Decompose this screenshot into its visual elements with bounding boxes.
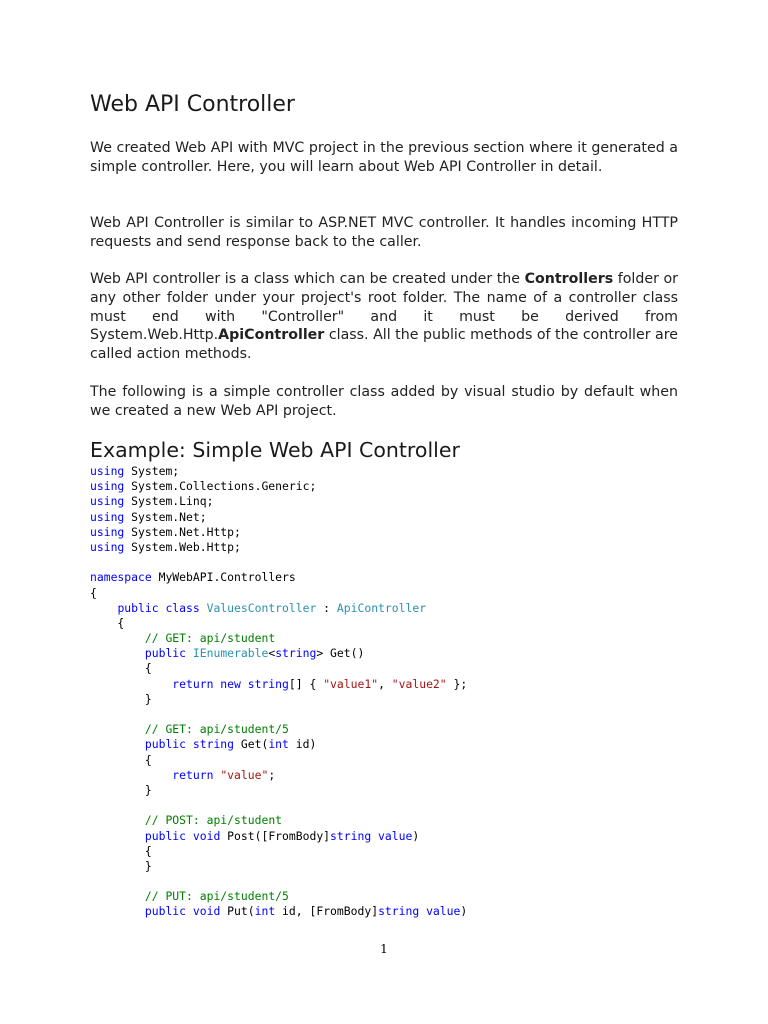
code-line [90, 570, 467, 585]
code-token [90, 813, 145, 827]
code-token: ValuesController [206, 600, 317, 615]
intro-paragraph: We created Web API with MVC project in the previous section where it generated a simple controller. Here, you will learn about Web API Controller in detail. [90, 140, 678, 175]
code-token: IEnumerable [192, 646, 269, 661]
code-token: // GET: api/student [144, 631, 276, 646]
code-token: namespace [90, 570, 152, 585]
code-token [90, 601, 117, 615]
code-token: { [90, 752, 152, 767]
code-token: using [90, 524, 125, 539]
code-token: System.Net.Http; [124, 524, 241, 539]
code-line [90, 525, 467, 540]
code-line [90, 859, 467, 874]
code-token: { [90, 843, 152, 858]
code-token: "value" [220, 767, 269, 782]
code-token: ; [268, 767, 276, 782]
page-number: 1 [380, 942, 388, 956]
code-token: } [90, 691, 152, 706]
code-token: System; [124, 464, 180, 478]
code-block [90, 464, 467, 920]
code-token: Post([FromBody] [220, 828, 331, 843]
code-token: ) [460, 904, 468, 919]
code-line [90, 540, 467, 555]
apicontroller-bold: ApiController [218, 327, 325, 344]
code-token [90, 829, 145, 843]
code-token: System.Collections.Generic; [124, 479, 317, 494]
code-line [90, 631, 467, 646]
code-token: System.Web.Http; [124, 539, 241, 554]
code-token: "value1" [323, 676, 379, 691]
code-token: public class [117, 600, 200, 615]
code-token: ApiController [336, 600, 427, 615]
code-line [90, 692, 467, 707]
code-token: } [90, 858, 152, 873]
code-line [90, 616, 467, 631]
code-token: public void [144, 828, 221, 843]
code-token: Get( [234, 737, 269, 752]
code-line [90, 479, 467, 494]
code-line [90, 494, 467, 509]
code-token: // GET: api/student/5 [144, 722, 289, 737]
code-line [90, 783, 467, 798]
code-line [90, 586, 467, 601]
code-line [90, 874, 467, 889]
code-token [90, 646, 145, 660]
code-token: , [378, 676, 392, 691]
code-line [90, 722, 467, 737]
code-token: : [316, 600, 337, 615]
code-token [90, 737, 145, 751]
example-heading: Example: Simple Web API Controller [90, 438, 460, 462]
following-paragraph: The following is a simple controller class added by visual studio by default when we created a new Web API project. [90, 384, 678, 419]
code-token: }; [446, 676, 468, 691]
code-token: using [90, 479, 125, 494]
description-paragraph: Web API Controller is similar to ASP.NET MVC controller. It handles incoming HTTP requests and send response back to the caller. [90, 215, 678, 250]
code-token: System.Net; [124, 509, 207, 524]
code-token: public void [144, 904, 221, 919]
code-token: System.Linq; [124, 494, 214, 509]
class-paragraph-text-3: class. All the public methods of the controller are called action methods. [90, 327, 678, 363]
code-token [90, 677, 172, 691]
controllers-bold: Controllers [524, 271, 614, 287]
class-paragraph [90, 270, 678, 364]
code-token: return new string [172, 676, 289, 691]
code-token [90, 631, 145, 645]
code-line [90, 813, 467, 828]
code-token: } [90, 782, 152, 797]
code-token: using [90, 494, 125, 509]
code-line [90, 798, 467, 813]
code-token: int [254, 904, 276, 919]
code-token [90, 768, 172, 782]
code-token: using [90, 464, 125, 478]
code-token: < [268, 646, 276, 661]
code-token: string value [378, 904, 461, 919]
code-token: "value2" [391, 676, 447, 691]
code-token: // PUT: api/student/5 [144, 889, 289, 904]
code-line [90, 707, 467, 722]
code-token: { [90, 585, 97, 600]
code-token: { [90, 661, 152, 676]
code-line [90, 661, 467, 676]
code-line [90, 601, 467, 616]
code-line [90, 646, 467, 661]
code-token [90, 889, 145, 903]
code-token: [] { [288, 676, 324, 691]
code-token: > Get() [316, 646, 365, 661]
class-paragraph-text-2: folder or any other folder under your project's root folder. The name of a controller class must end with "Controller" and it must be derived from System.Web.Http. [90, 271, 678, 344]
code-line [90, 768, 467, 783]
code-token: id, [FromBody] [275, 904, 379, 919]
code-line [90, 889, 467, 904]
code-token: string value [330, 828, 413, 843]
code-token: int [268, 737, 289, 752]
code-token: { [90, 615, 125, 630]
class-paragraph-text-1: Web API controller is a class which can be created under the [90, 271, 525, 287]
code-token: id) [288, 737, 317, 752]
code-token [200, 601, 207, 615]
code-line [90, 510, 467, 525]
code-token: // POST: api/student [144, 813, 283, 828]
code-token [90, 904, 145, 918]
code-token: string [275, 646, 317, 661]
page-title: Web API Controller [90, 92, 295, 117]
code-token: public [144, 646, 187, 661]
code-token [90, 722, 145, 736]
code-line [90, 677, 467, 692]
code-token: public string [144, 737, 235, 752]
code-token [186, 646, 193, 660]
code-line [90, 844, 467, 859]
code-token: using [90, 539, 125, 554]
code-token: using [90, 509, 125, 524]
code-token: ) [412, 828, 420, 843]
code-line [90, 753, 467, 768]
code-line [90, 829, 467, 844]
code-token: return [172, 767, 214, 782]
code-line [90, 904, 467, 919]
code-token: Put( [220, 904, 255, 919]
code-line [90, 464, 467, 479]
code-line [90, 555, 467, 570]
code-token: MyWebAPI.Controllers [151, 570, 296, 585]
code-line [90, 737, 467, 752]
